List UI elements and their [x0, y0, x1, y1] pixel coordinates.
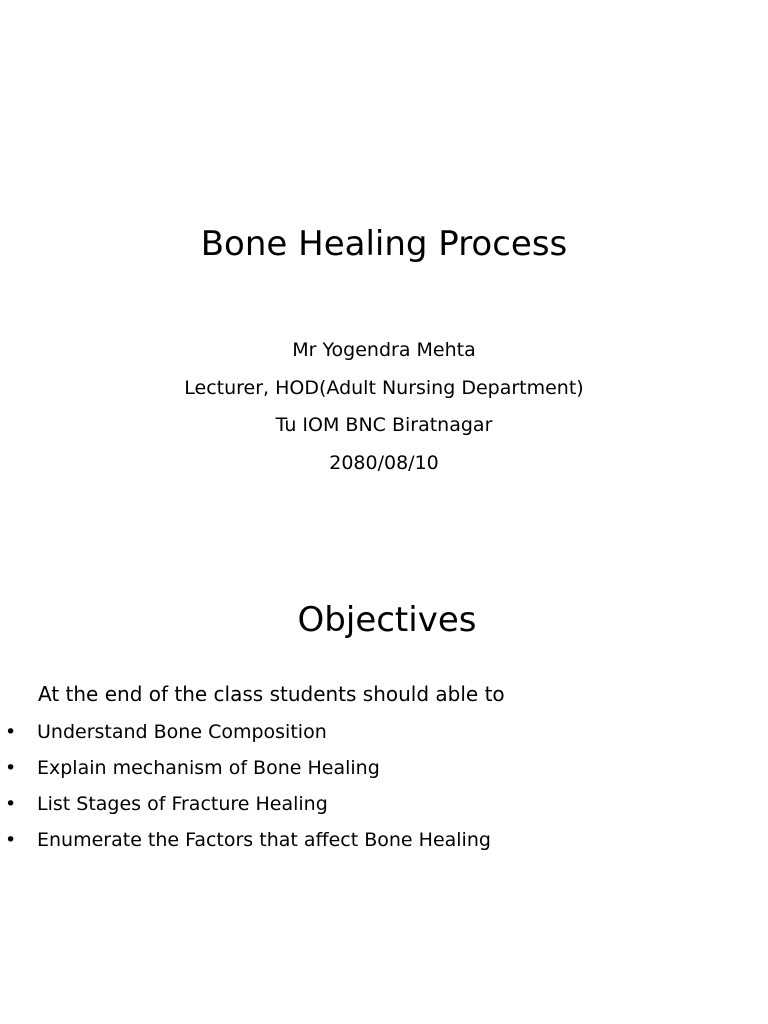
objectives-list: [0, 714, 491, 858]
list-item: [0, 786, 491, 822]
presenter-name: Mr Yogendra Mehta: [292, 339, 476, 361]
institution-name: Tu IOM BNC Biratnagar: [275, 414, 493, 436]
bullet-icon: •: [5, 721, 17, 743]
objective-text: Enumerate the Factors that affect Bone Healing: [37, 829, 491, 851]
objectives-title: Objectives: [297, 600, 477, 640]
objective-text: List Stages of Fracture Healing: [37, 793, 328, 815]
presentation-title: Bone Healing Process: [200, 224, 568, 264]
presenter-info: [0, 332, 768, 482]
bullet-icon: •: [5, 793, 17, 815]
presentation-date: 2080/08/10: [329, 451, 439, 474]
objective-text: Explain mechanism of Bone Healing: [37, 757, 380, 779]
list-item: [0, 822, 491, 858]
objective-text: Understand Bone Composition: [37, 721, 327, 743]
objectives-intro: At the end of the class students should able to: [38, 682, 505, 706]
presenter-role: Lecturer, HOD(Adult Nursing Department): [184, 376, 584, 399]
list-item: [0, 750, 491, 786]
list-item: [0, 714, 491, 750]
bullet-icon: •: [5, 829, 17, 851]
objectives-slide: [0, 576, 768, 1024]
bullet-icon: •: [5, 757, 17, 779]
